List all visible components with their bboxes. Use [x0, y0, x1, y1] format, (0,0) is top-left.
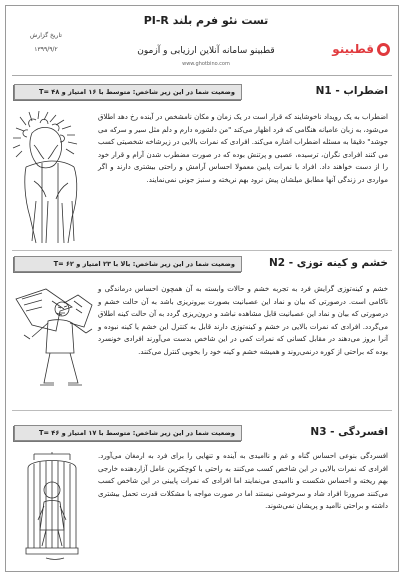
report-date: ۱۳۹۹/۹/۲	[34, 46, 58, 53]
section-n2-heading	[12, 257, 392, 273]
section-n1-title: اضطراب - N1	[315, 85, 388, 97]
brand-logo	[332, 42, 390, 56]
report-header	[6, 6, 398, 76]
header-divider	[12, 75, 392, 76]
sad-person-cage-illustration	[12, 450, 92, 565]
angry-person-newspaper-illustration	[12, 283, 100, 395]
section-n2-description: خشم و کینه‌توزی گرایش فرد به تجربه خشم و حالات وابسته به آن همچون احساس درماندگی و ناکامی است. درصورتی که بیان و نماد این عصبانیت بصورت بیرونریزی باشد به آن حالت خشم و درصورتی که بیان و نماد این عصبانیت قابل مشاهده نباشد و درون‌ریزی گردد به آن حالت کینه اطلاق می‌گردد. افرادی که نمرات بالایی در خشم و کینه‌توزی دارند قابل به کنترل این خشم یا کینه نبوده و آنرا بروز می‌دهند در مقابل کسانی که نمرات کمی در این شاخص بدست می‌آورند افرادی خونسرد بوده که براحتی از کوره درنمی‌روند و همیشه خشم و کینه خود را بخوبی کنترل می‌کنند.	[98, 285, 388, 356]
brand-logo-icon	[377, 43, 390, 56]
section-divider	[12, 410, 392, 411]
section-n3-description: افسردگی بنوعی احساس گناه و غم و ناامیدی به آینده و تنهایی را برای فرد به ارمغان می‌آورد. افرادی که نمرات بالایی در این شاخص کسب می‌کنند به راحتی با کوچکترین عامل آزاردهنده خارجی بهم ریخته و احساس شکست و ناامیدی می‌نمایند اما افرادی که نمرات پایینی در این شاخص کسب می‌کنند صرورتا افراد شاد و سرخوشی نیستند اما در صورت مواجه با مشکلات قدرت تحمل بیشتری داشته و براحتی ناامید و پریشان نمی‌شوند.	[98, 452, 388, 511]
section-n1-heading	[12, 85, 392, 101]
report-title: تست نئو فرم بلند PI-R	[143, 14, 269, 27]
section-n2-status: وضعیت شما در این زیر شاخص: بالا با ۲۳ امتیاز و T= ۶۲	[14, 256, 242, 272]
section-n1-description: اضطراب به یک رویداد ناخوشایند که قرار است در یک زمان و مکان نامشخص در آینده رخ دهد اطلاق می‌شود، به زبان عامیانه هنگامی که فرد اظهار می‌کند "من دلشوره دارم و دلم مثل سیر و سرکه می جوشد" دقیقا به مسئله اضطراب اشاره می‌کند. افرادی که نمرات بالایی در زیرشاخه شخصیتی کسب می کنند افرادی نگران، ترسیده، عصبی و پرتنش بوده که در صورت مضطرب شدن آرام و قرار خود را از دست خواهند داد. افراد با نمرات پایین معمولا احساس آرامش و راحتی بیشتری دارند و اگر مواردی در زندگی آنها مطابق میلشان پیش نرود بهم نریخته و سنبز جونی نمی‌نمایند.	[98, 113, 388, 184]
report-page	[5, 5, 399, 572]
section-n3-title: افسردگی - N3	[310, 426, 388, 438]
brand-name: قطبینو	[332, 42, 374, 56]
section-divider	[12, 250, 392, 251]
section-n2-body	[12, 283, 392, 401]
section-n2-title: خشم و کینه توزی - N2	[269, 257, 388, 269]
section-n3-heading	[12, 426, 392, 442]
website-address: www.ghotbino.com	[182, 61, 230, 67]
section-n3-body	[12, 450, 392, 565]
section-n3-status: وضعیت شما در این زیر شاخص: متوسط با ۱۷ امتیاز و T= ۴۶	[14, 425, 242, 441]
anxious-person-illustration	[12, 111, 100, 246]
report-subtitle: قطبینو سامانه آنلاین ارزیابی و آزمون	[137, 46, 275, 56]
section-n1-body	[12, 111, 392, 246]
report-date-label: تاریخ گزارش	[30, 32, 62, 39]
section-n1-status: وضعیت شما در این زیر شاخص: متوسط با ۱۶ امتیاز و T= ۴۸	[14, 84, 242, 100]
